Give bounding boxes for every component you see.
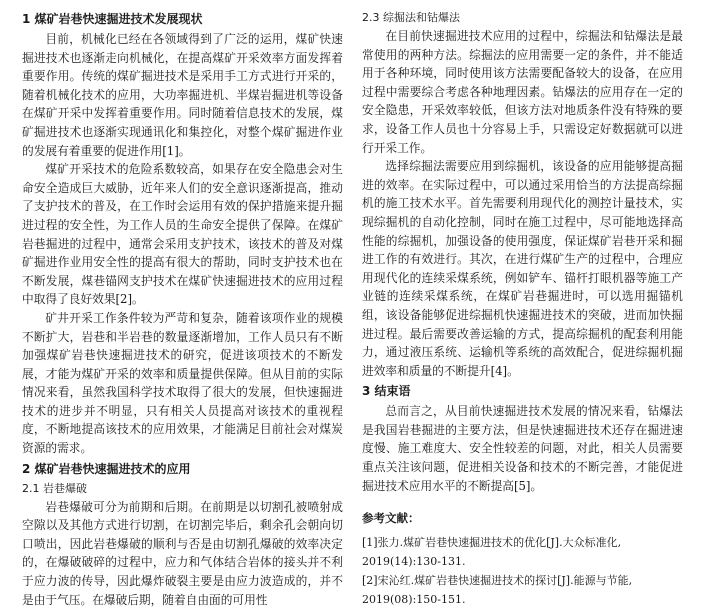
- references-title: 参考文献：: [362, 511, 420, 526]
- subsection-2-3-heading: 2.3 综掘法和钻爆法: [362, 11, 460, 24]
- section-1-paragraph-1: 目前，机械化已经在各领域得到了广泛的运用，煤矿快速掘进技术也逐渐走向机械化，在提高煤矿开采效率方面发挥着重要作用。传统的煤矿掘进技术是采用手工方式进行开采的，随着机械化技术的应用，大功率掘进机、半煤岩掘进机等设备在煤矿开采中发挥着重要作用。同时随着信息技术的发展，煤矿掘进技术也逐渐实现通讯化和集控化，对整个煤矿掘进作业的发展有着重要的促进作用[1]。: [22, 32, 343, 158]
- subsection-2-1-heading: 2.1 岩巷爆破: [22, 481, 87, 495]
- reference-1-line-2: 2019(14):130-131.: [362, 555, 466, 569]
- right-column: [362, 8, 683, 609]
- section-1-paragraph-2: 煤矿开采技术的危险系数较高，如果存在安全隐患会对生命安全造成巨大威胁，近年来人们的安全意识逐渐提高，推动了支护技术的普及，在工作时会运用有效的保护措施来提升掘进过程的安全性，为工作人员的生命安全提供了保障。在煤矿岩巷掘进的过程中，通常会采用支护技术，该技术的普及对煤矿掘进作业用安全性的提高有很大的帮助，同时支护技术也在不断发展，煤巷锚网支护技术在煤矿快速掘进技术的应用过程中取得了良好效果[2]。: [22, 162, 343, 307]
- reference-1-line-1: [1]张力.煤矿岩巷快速掘进技术的优化[J].大众标准化,: [362, 536, 622, 550]
- subsection-2-1-paragraph: 岩巷爆破可分为前期和后期。在前期是以切割孔被喷射成空隙以及其他方式进行切割，在切割完毕后，剩余孔会朝向切口喷出，因此岩巷爆破的顺利与否是由切割孔爆破的效率决定的，在爆破破碎的过程中，应力和气体结合岩体的接头并不利于应力波的传导，因此爆炸破裂主要是由应力波造成的，并不是由于气压。在爆破后期，随着自由面的可用性: [22, 499, 343, 607]
- conclusion-paragraph: 总而言之，从目前快速掘进技术发展的情况来看，钻爆法是我国岩巷掘进的主要方法，但是快速掘进技术还存在掘进速度慢、施工难度大、安全性较差的问题，对此，相关人员需要重点关注该问题，促进相关设备和技术的不断完善，才能促进掘进技术应用水平的不断提高[5]。: [362, 404, 683, 493]
- left-column: [22, 8, 343, 609]
- section-3-heading: 3 结束语: [362, 384, 411, 399]
- section-2-heading: 2 煤矿岩巷快速掘进技术的应用: [22, 461, 191, 476]
- section-1-heading: 1 煤矿岩巷快速掘进技术发展现状: [22, 12, 203, 26]
- subsection-2-3-paragraph-1: 在目前快速掘进技术应用的过程中，综掘法和钻爆法是最常使用的两种方法。综掘法的应用需要一定的条件，并不能适用于各种环境，同时使用该方法需要配备较大的设备，在应用过程中需要综合考虑各种地理因素。钻爆法的应用存在一定的安全隐患，开采效率较低，但该方法对地质条件没有特殊的要求，设备工作人员也十分容易上手，只需设定好数据就可以进行开采工作。: [362, 29, 683, 155]
- subsection-2-3-paragraph-2: 选择综掘法需要应用到综掘机，该设备的应用能够提高掘进的效率。在实际过程中，可以通过采用恰当的方法提高综掘机的施工技术水平。首先需要利用现代化的测控计量技术，实现综掘机的自动化控制，同时在施工过程中，尽可能地选择高性能的综掘机，加强设备的使用强度，保证煤矿岩巷开采和掘进工作的有效进行。其次，在进行煤矿生产的过程中，合理应用现代化的连续采煤系统，例如铲车、锚杆打眼机器等施工产业链的连续采煤系统，在煤矿岩巷掘进时，可以选用掘锚机组，该设备能够促进综掘机快速掘进技术的突破，进而加快掘进过程。最后需要改善运输的方式，提高综掘机的配套利用能力，通过液压系统、运输机等系统的高效配合，促进综掘机掘进效率和质量的不断提升[4]。: [362, 159, 683, 378]
- section-1-paragraph-3: 矿井开采工作条件较为严苛和复杂，随着该项作业的规模不断扩大，岩巷和半岩巷的数量逐渐增加，工作人员只有不断加强煤矿岩巷快速掘进技术的研究，促进该项技术的不断发展，才能为煤矿开采的效率和质量提供保障。但从目前的实际情况来看，虽然我国科学技术取得了很大的发展，但快速掘进技术的进步并不明显，只有相关人员提高对该技术的重视程度，不断地提高该技术的应用效果，才能满足目前社会对煤炭资源的需求。: [22, 310, 343, 456]
- reference-2-line-2: 2019(08):150-151.: [362, 593, 466, 607]
- reference-2-line-1: [2]宋沁红.煤矿岩巷快速掘进技术的探讨[J].能源与节能,: [362, 574, 633, 588]
